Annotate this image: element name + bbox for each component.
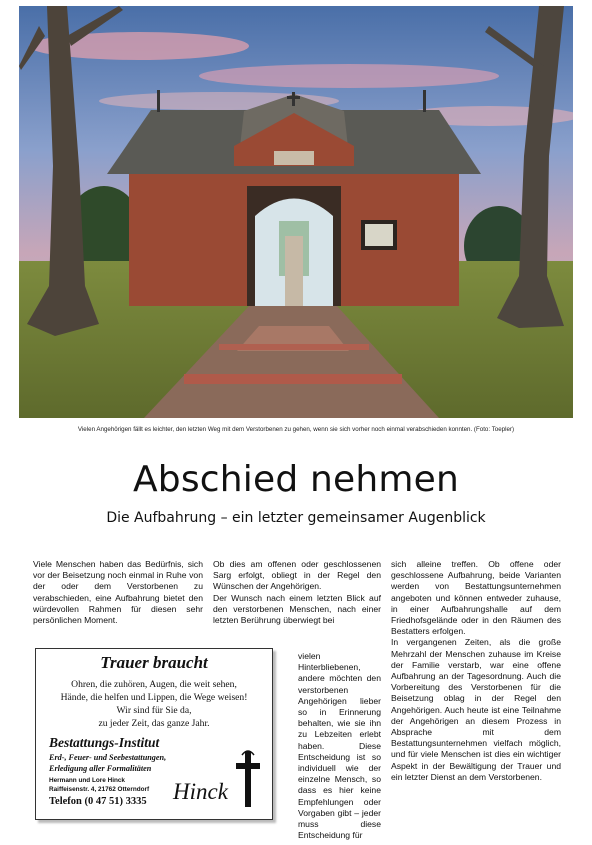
paragraph: Der Wunsch nach einem letzten Blick auf den verstorbenen Menschen, nach einer letzten Berührung überwiegt bei <box>213 592 381 626</box>
ad-address: Raiffeisenstr. 4, 21762 Otterndorf <box>49 786 150 793</box>
ad-title: Trauer braucht <box>100 653 208 672</box>
cross-icon <box>234 749 262 809</box>
paragraph: sich alleine treffen. Ob offene oder geschlossene Aufbahrung, beide Varianten werden von Bestattungsunternehmen angeboten und können entweder zuhause, in einer Aufbahrungshalle auf dem Friedhofsgelände oder in den Räumen des Bestatters erfolgen. <box>391 559 561 637</box>
text-column-right <box>391 559 561 783</box>
ad-owners: Hermann und Lore Hinck <box>49 777 125 784</box>
ad-services: Erledigung aller Formalitäten <box>49 764 152 773</box>
photo-caption: Vielen Angehörigen fällt es leichter, den letzten Weg mit dem Verstorbenen zu gehen, wenn sie sich vorher noch einmal verabschieden konnten. (Foto: Toepler) <box>77 426 515 433</box>
paragraph: Ob dies am offenen oder geschlossenen Sarg erfolgt, obliegt in der Regel den Wünschen der Angehörigen. <box>213 559 381 592</box>
ad-phone: Telefon (0 47 51) 3335 <box>49 796 147 807</box>
article-headline: Abschied nehmen <box>132 459 460 500</box>
ad-text-line: zu jeder Zeit, das ganze Jahr. <box>98 718 210 729</box>
ad-text-line: Ohren, die zuhören, Augen, die weit sehen, <box>71 679 237 690</box>
article-subtitle: Die Aufbahrung – ein letzter gemeinsamer Augenblick <box>106 510 486 526</box>
funeral-home-advertisement <box>35 648 273 820</box>
text-column-left <box>33 559 203 626</box>
photo-illustration <box>19 6 573 418</box>
paragraph: Viele Menschen haben das Bedürfnis, sich vor der Beisetzung noch einmal in Ruhe von der oder dem Verstorbenen zu verabschieden, eine Aufbahrung bietet den würdevollen Rahmen für diesen sehr persönlichen Moment. <box>33 559 203 626</box>
text-column-middle-narrow <box>298 605 381 841</box>
cemetery-gatehouse-photo <box>19 6 573 418</box>
paragraph: In vergangenen Zeiten, als die große Mehrzahl der Menschen zuhause im Kreise der Familie verstarb, war eine offene Aufbahrung an der Tagesordnung. Auch die Vorbereitung des Verstorbenen für die Beisetzung oblag in der Regel den Angehörigen. Auch heute ist eine Teilnahme der Angehörigen an diesem Prozess in Absprache mit dem Bestattungsunternehmen vielfach möglich, und für viele Menschen ist dies ein wichtiger Aspekt in der Bewältigung der Trauer und ein letzter Dienst an dem Verstorbenen. <box>391 637 561 782</box>
ad-institute-name: Bestattungs-Institut <box>49 735 160 750</box>
paragraph: vielen Hinterbliebenen, andere möchten den verstorbenen Angehörigen lieber so in Erinnerung behalten, wie sie ihn zu Lebzeiten erlebt haben. Diese Entscheidung ist so individuell wie der einzelne Mensch, so dass es hier keine Empfehlungen oder Vorgaben gibt – jeder muss diese Entscheidung für <box>298 651 381 841</box>
ad-logo-text: Hinck <box>173 779 228 804</box>
ad-text-line: Wir sind für Sie da, <box>116 705 192 716</box>
ad-text-line: Hände, die helfen und Lippen, die Wege weisen! <box>60 692 248 703</box>
ad-services: Erd-, Feuer- und Seebestattungen, <box>49 753 167 762</box>
